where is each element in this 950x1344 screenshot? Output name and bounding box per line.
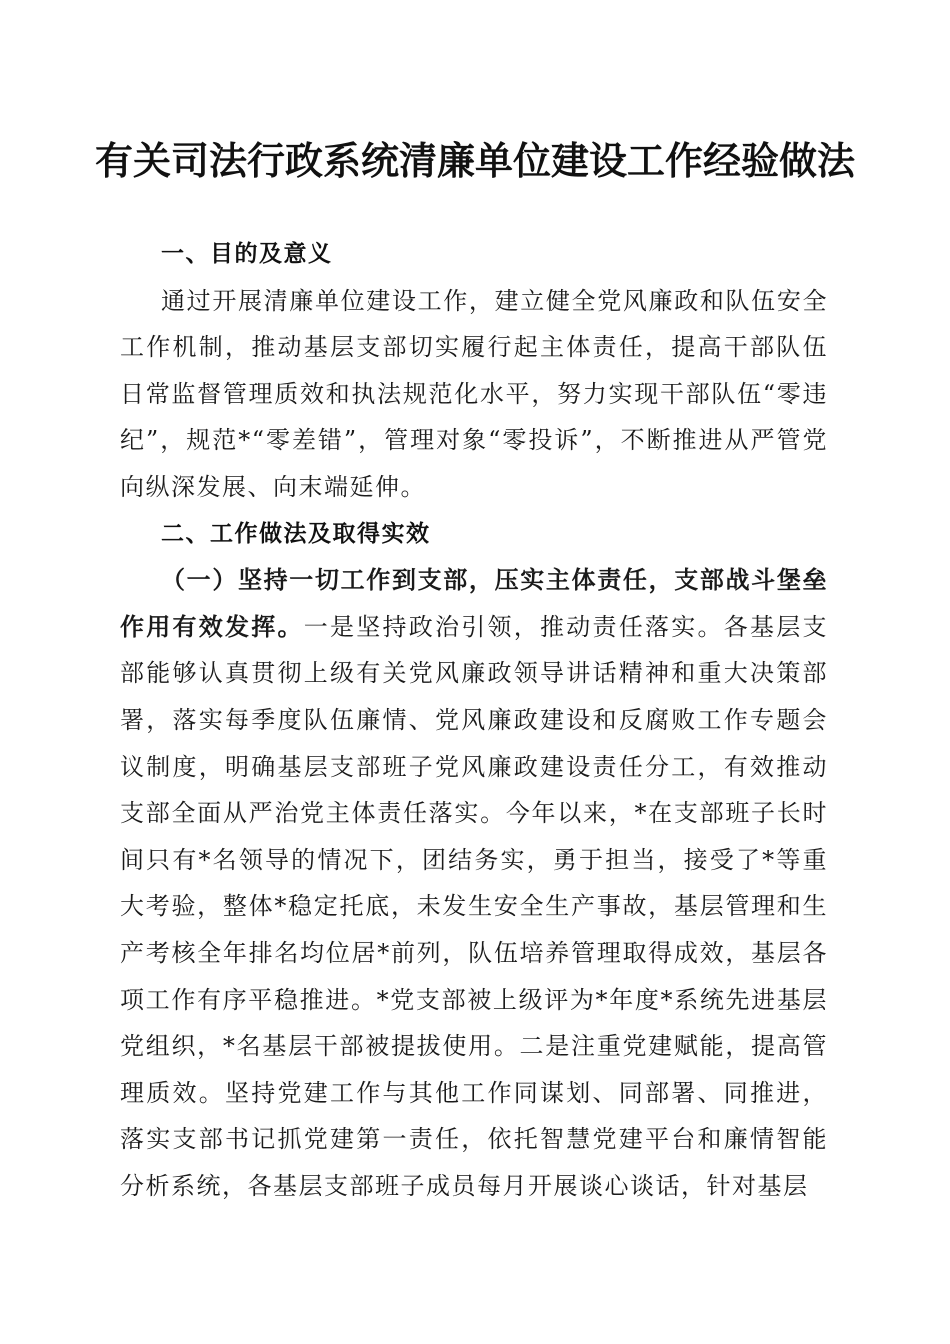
section-1-paragraph: 通过开展清廉单位建设工作，建立健全党风廉政和队伍安全工作机制，推动基层支部切实履行起主体责任，提高干部队伍日常监督管理质效和执法规范化水平，努力实现干部队伍“零违纪”，规范*“零差错”，管理对象“零投诉”，不断推进从严管党向纵深发展、向末端延伸。 bbox=[120, 286, 828, 501]
section-2-1-lead: （一）坚持一切工作到支部，压实主体责任，支部战斗堡垒作用有效发挥。 bbox=[120, 565, 828, 641]
section-2-heading: 二、工作做法及取得实效 bbox=[161, 520, 431, 547]
section-1-heading: 一、目的及意义 bbox=[161, 241, 333, 267]
document-title: 有关司法行政系统清廉单位建设工作经验做法 bbox=[94, 138, 855, 183]
section-2-1-paragraph bbox=[120, 557, 828, 1209]
document-body bbox=[120, 231, 828, 1209]
section-2-1-body: 一是坚持政治引领，推动责任落实。各基层支部能够认真贯彻上级有关党风廉政领导讲话精神和重大决策部署，落实每季度队伍廉情、党风廉政建设和反腐败工作专题会议制度，明确基层支部班子党风廉政建设责任分工，有效推动支部全面从严治党主体责任落实。今年以来，*在支部班子长时间只有*名领导的情况下，团结务实，勇于担当，接受了*等重大考验，整体*稳定托底，未发生安全生产事故，基层管理和生产考核全年排名均位居*前列，队伍培养管理取得成效，基层各项工作有序平稳推进。*党支部被上级评为*年度*系统先进基层党组织，*名基层干部被提拔使用。二是注重党建赋能，提高管理质效。坚持党建工作与其他工作同谋划、同部署、同推进，落实支部书记抓党建第一责任，依托智慧党建平台和廉情智能分析系统，各基层支部班子成员每月开展谈心谈话，针对基层 bbox=[120, 612, 828, 1200]
